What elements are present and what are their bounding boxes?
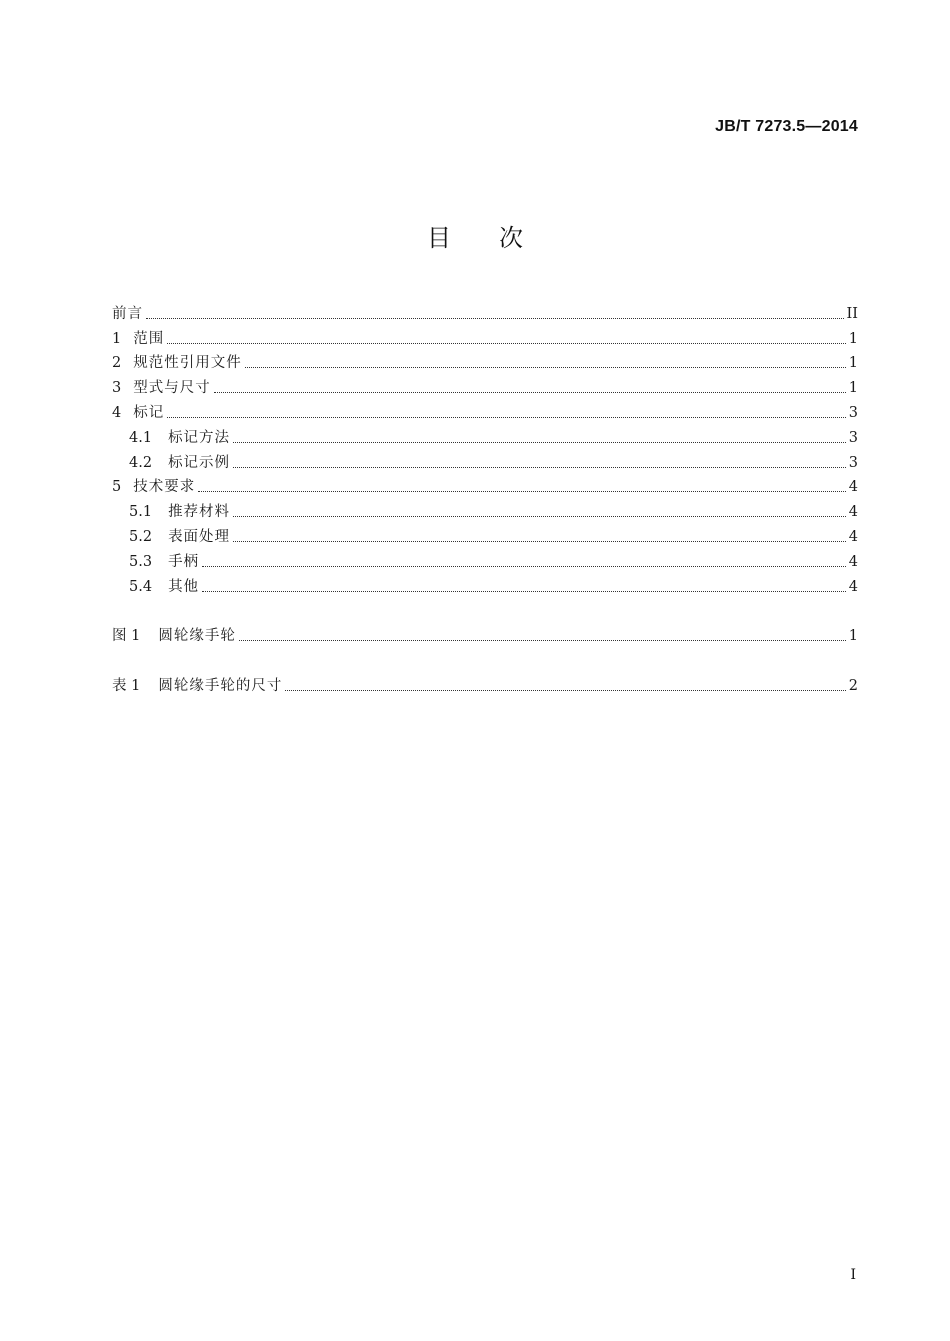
toc-leader <box>167 342 846 344</box>
toc-entry-text: 手柄 <box>168 553 200 570</box>
toc-entry-text: 技术要求 <box>133 479 196 496</box>
toc-entry-recommended-materials[interactable] <box>112 496 858 521</box>
toc-entry-marking[interactable] <box>112 397 858 422</box>
toc-entry-technical-requirements[interactable] <box>112 472 858 497</box>
page-number: I <box>850 1267 856 1283</box>
table-of-contents <box>112 298 858 695</box>
toc-leader <box>202 590 846 592</box>
toc-entry-marking-method[interactable] <box>112 422 858 447</box>
toc-entry-page: 1 <box>848 380 858 397</box>
toc-entry-text: 标记示例 <box>168 454 231 471</box>
toc-leader <box>285 689 845 691</box>
toc-entry-number: 5.4 <box>129 578 153 595</box>
toc-entry-number: 1 <box>112 330 122 347</box>
toc-leader <box>233 441 846 443</box>
toc-entry-page: 4 <box>848 578 858 595</box>
toc-entry-number: 2 <box>112 355 122 372</box>
toc-entry-surface-treatment[interactable] <box>112 521 858 546</box>
toc-entry-number: 4.2 <box>129 454 153 471</box>
toc-table-entry[interactable] <box>112 670 858 695</box>
standard-number: JB/T 7273.5—2014 <box>715 118 858 135</box>
toc-table-page: 2 <box>848 678 858 695</box>
toc-entry-number: 4.1 <box>129 429 153 446</box>
toc-figure-page: 1 <box>848 628 858 645</box>
toc-entry-foreword[interactable] <box>112 298 858 323</box>
toc-entry-scope[interactable] <box>112 323 858 348</box>
toc-entry-other[interactable] <box>112 571 858 596</box>
toc-entry-handle[interactable] <box>112 546 858 571</box>
toc-leader <box>198 490 846 492</box>
toc-leader <box>167 416 846 418</box>
toc-entry-marking-example[interactable] <box>112 447 858 472</box>
toc-figure-entry[interactable] <box>112 621 858 646</box>
toc-entry-number: 4 <box>112 404 122 421</box>
toc-entry-number: 5.2 <box>129 528 153 545</box>
toc-figure-number: 图 1 <box>112 628 141 645</box>
toc-table-text: 圆轮缘手轮的尺寸 <box>158 678 283 695</box>
toc-figure-text: 圆轮缘手轮 <box>158 628 236 645</box>
toc-entry-text: 型式与尺寸 <box>133 380 211 397</box>
toc-entry-text: 规范性引用文件 <box>133 355 242 372</box>
toc-leader <box>214 391 846 393</box>
toc-entry-page: 4 <box>848 528 858 545</box>
toc-entry-page: 1 <box>848 355 858 372</box>
toc-entry-page: 4 <box>848 553 858 570</box>
toc-entry-types-dimensions[interactable] <box>112 372 858 397</box>
page-title: 目次 <box>427 224 571 252</box>
toc-entry-number: 5.1 <box>129 504 153 521</box>
toc-entry-text: 标记方法 <box>168 429 231 446</box>
toc-entry-number: 5 <box>112 479 122 496</box>
toc-entry-page: 3 <box>848 454 858 471</box>
toc-leader <box>245 366 846 368</box>
toc-entry-number: 5.3 <box>129 553 153 570</box>
toc-entry-page: 4 <box>848 479 858 496</box>
toc-leader <box>233 466 846 468</box>
toc-entry-text: 范围 <box>133 330 165 347</box>
toc-entry-text: 推荐材料 <box>168 504 231 521</box>
toc-leader <box>202 565 846 567</box>
toc-entry-page: II <box>846 305 858 322</box>
toc-entry-page: 1 <box>848 330 858 347</box>
toc-leader <box>146 317 844 319</box>
toc-leader <box>233 515 846 517</box>
toc-entry-page: 3 <box>848 429 858 446</box>
toc-entry-normative-references[interactable] <box>112 348 858 373</box>
toc-leader <box>239 639 846 641</box>
toc-entry-text: 其他 <box>168 578 200 595</box>
toc-entry-text: 表面处理 <box>168 528 231 545</box>
toc-entry-page: 3 <box>848 404 858 421</box>
toc-entry-text: 前言 <box>112 305 143 322</box>
toc-entry-text: 标记 <box>133 404 165 421</box>
toc-entry-number: 3 <box>112 380 122 397</box>
toc-leader <box>233 540 846 542</box>
toc-table-number: 表 1 <box>112 678 141 695</box>
toc-entry-page: 4 <box>848 504 858 521</box>
